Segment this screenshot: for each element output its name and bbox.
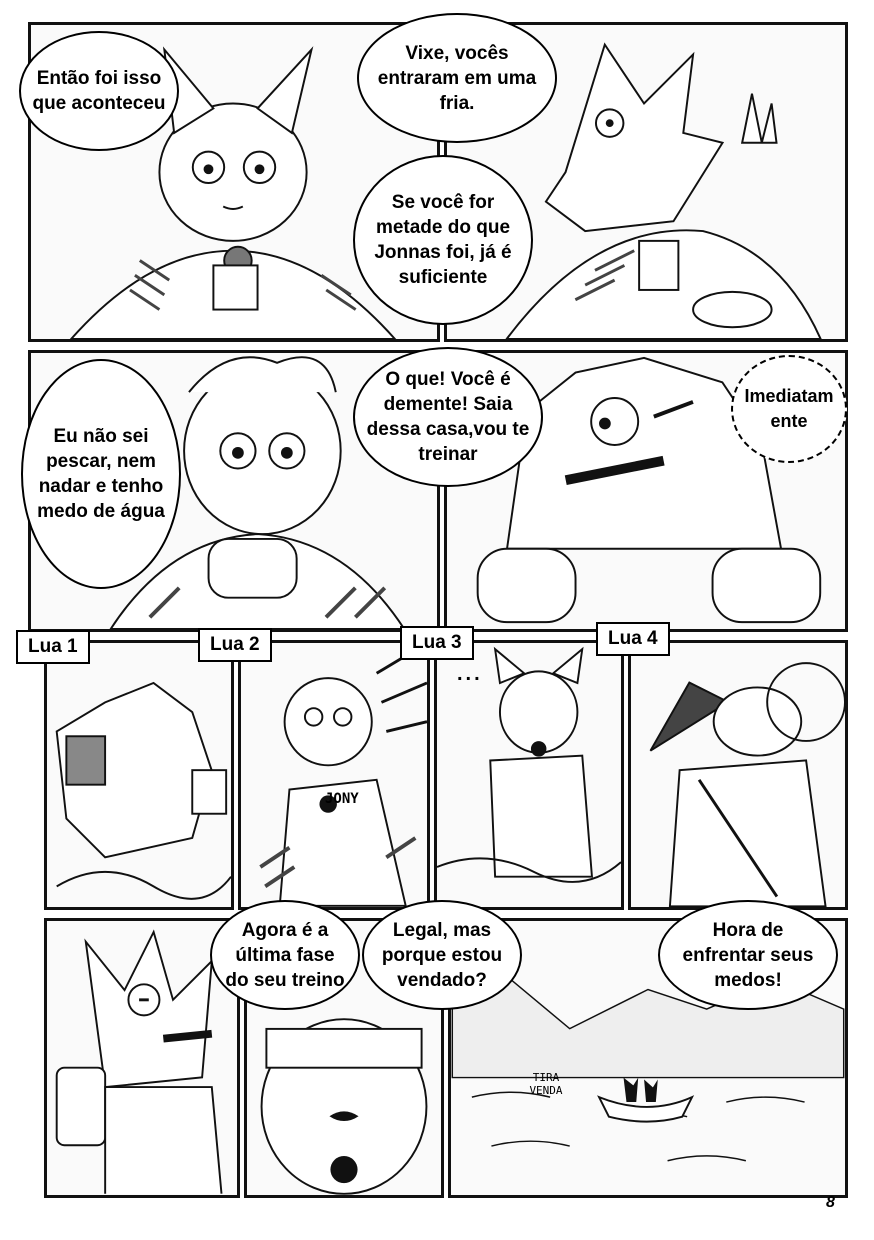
caption-lua-3: Lua 3: [400, 626, 474, 660]
speech-bubble: Então foi isso que aconteceu: [19, 31, 179, 151]
speech-bubble: Eu não sei pescar, nem nadar e tenho medo de água: [21, 359, 181, 589]
speech-bubble-bottom: Se você for metade do que Jonnas foi, já é suficiente: [353, 155, 533, 325]
ellipsis: ...: [457, 663, 483, 685]
panel-4: [366, 350, 848, 632]
caption-lua-4: Lua 4: [596, 622, 670, 656]
shirt-text: JONY: [325, 791, 359, 807]
page-number: 8: [826, 1194, 835, 1211]
panel-5-art: [47, 643, 231, 907]
speech-bubble-medos: Hora de enfrentar seus medos!: [658, 900, 838, 1010]
sign-text: TIRA VENDA: [529, 1071, 563, 1097]
shout-bubble: Imediatamente: [731, 355, 847, 463]
panel-5: [44, 640, 234, 910]
caption-lua-1: Lua 1: [16, 630, 90, 664]
panel-8: [628, 640, 848, 910]
speech-bubble-vendado: Legal, mas porque estou vendado?: [362, 900, 522, 1010]
speech-bubble-treino: Agora é a última fase do seu treino: [210, 900, 360, 1010]
caption-lua-2: Lua 2: [198, 628, 272, 662]
panel-2: [374, 22, 848, 342]
panel-6-art: [241, 643, 427, 907]
panel-8-art: [631, 643, 845, 907]
speech-bubble-top: Vixe, vocês entraram em uma fria.: [357, 13, 557, 143]
panel-7: [434, 640, 624, 910]
speech-bubble-left: O que! Você é demente! Saia dessa casa,vou te treinar: [353, 347, 543, 487]
panel-9-art: [47, 921, 237, 1195]
panel-6: [238, 640, 430, 910]
